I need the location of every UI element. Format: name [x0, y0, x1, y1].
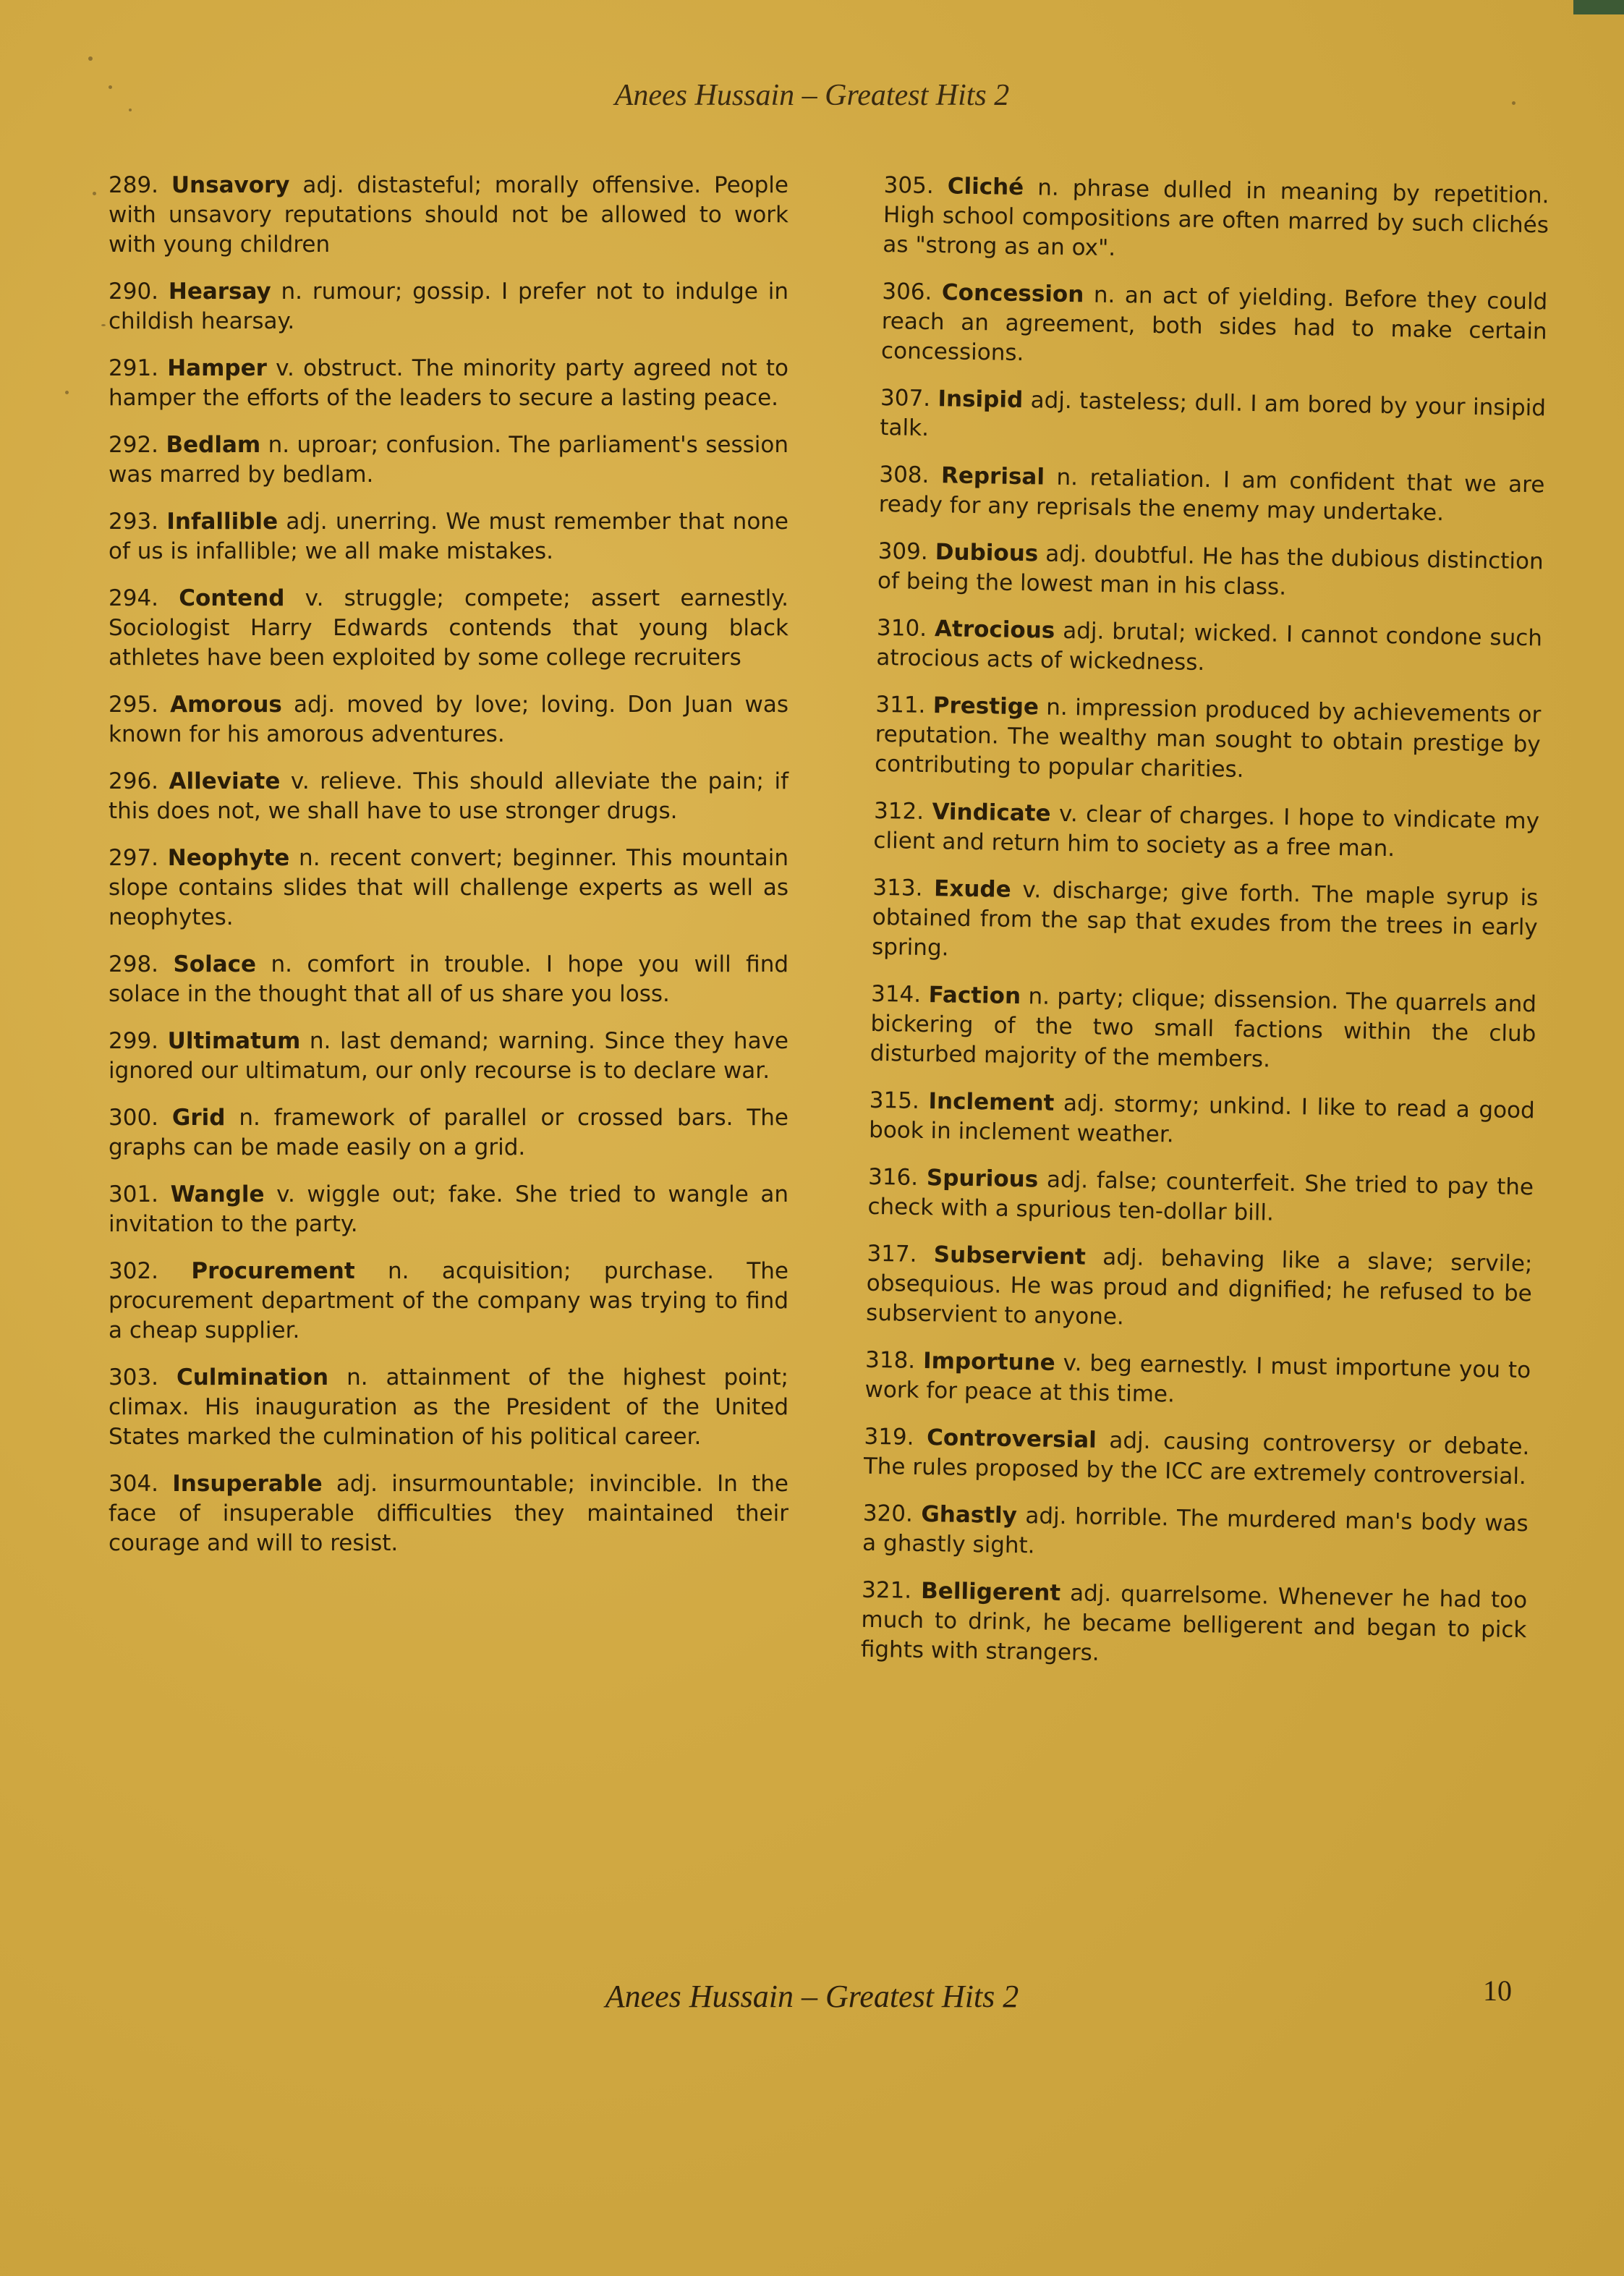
- entry-number: 297.: [109, 845, 159, 871]
- vocabulary-entry: [864, 1346, 1531, 1415]
- vocabulary-entry: [870, 980, 1537, 1079]
- right-column: [860, 171, 1549, 1692]
- vocabulary-entry: [109, 950, 788, 1009]
- entry-definition: adj. causing controversy or debate. The rules proposed by the ICC are extremely controversial.: [863, 1427, 1530, 1490]
- entry-number: 314.: [870, 980, 922, 1008]
- vocabulary-entry: [864, 1422, 1530, 1492]
- vocabulary-entry: [109, 1469, 788, 1558]
- entry-headword: Importune: [922, 1348, 1056, 1376]
- dust-speck: [65, 391, 69, 394]
- entry-number: 291.: [109, 355, 159, 381]
- entry-number: 292.: [109, 432, 159, 458]
- vocabulary-entry: [866, 1239, 1533, 1338]
- entry-number: 318.: [864, 1346, 916, 1374]
- vocabulary-entry: [877, 537, 1544, 606]
- entry-number: 311.: [875, 691, 926, 718]
- vocabulary-entry: [869, 1086, 1535, 1155]
- vocabulary-entry: [878, 460, 1544, 530]
- entry-definition: n. impression produced by achievements or reputation. The wealthy man sought to obtain prestige by contributing to popular charities.: [874, 694, 1542, 783]
- entry-number: 304.: [109, 1471, 159, 1497]
- entry-number: 302.: [109, 1258, 159, 1284]
- entry-headword: Inclement: [928, 1088, 1055, 1116]
- entry-headword: Reprisal: [940, 462, 1045, 491]
- entry-number: 315.: [869, 1087, 920, 1114]
- entry-number: 295.: [109, 692, 159, 718]
- entry-headword: Exude: [933, 875, 1011, 903]
- entry-headword: Contend: [179, 585, 285, 611]
- entry-headword: Atrocious: [934, 616, 1055, 644]
- entry-definition: n. rumour; gossip. I prefer not to indulge in childish hearsay.: [109, 279, 788, 334]
- entry-definition: v. relieve. This should alleviate the pain; if this does not, we shall have to use stronger drugs.: [109, 768, 788, 824]
- entry-headword: Insipid: [938, 386, 1024, 414]
- entry-headword: Belligerent: [920, 1578, 1061, 1607]
- entry-headword: Vindicate: [932, 799, 1051, 827]
- entry-headword: Faction: [928, 982, 1021, 1010]
- entry-number: 299.: [109, 1028, 159, 1054]
- vocabulary-entry: [875, 690, 1542, 789]
- entry-definition: adj. distasteful; morally offensive. People with unsavory reputations should not be allowed to work with young children: [109, 172, 788, 258]
- entry-headword: Unsavory: [171, 172, 290, 198]
- vocabulary-entry: [109, 1363, 788, 1452]
- entry-number: 290.: [109, 279, 159, 305]
- vocabulary-entry: [883, 171, 1549, 270]
- entry-headword: Grid: [171, 1105, 226, 1131]
- entry-number: 321.: [861, 1576, 912, 1604]
- vocabulary-entry: [861, 1576, 1528, 1675]
- entry-definition: n. comfort in trouble. I hope you will find solace in the thought that all of us share you loss.: [109, 951, 789, 1007]
- entry-definition: n. last demand; warning. Since they have ignored our ultimatum, our only recourse is to declare war.: [109, 1028, 788, 1084]
- vocabulary-entry: [109, 1027, 788, 1086]
- entry-number: 289.: [109, 172, 159, 198]
- vocabulary-entry: [109, 1257, 788, 1346]
- entry-definition: n. phrase dulled in meaning by repetition. High school compositions are often marred by such clichés as "strong as an ox".: [883, 174, 1549, 262]
- entry-headword: Amorous: [170, 692, 282, 718]
- entry-number: 320.: [862, 1500, 914, 1527]
- dust-speck: [93, 192, 96, 195]
- entry-headword: Solace: [173, 951, 257, 977]
- entry-headword: Spurious: [926, 1165, 1039, 1193]
- entry-headword: Cliché: [947, 173, 1024, 201]
- entry-definition: adj. moved by love; loving. Don Juan was known for his amorous adventures.: [109, 692, 788, 747]
- entry-number: 309.: [877, 538, 929, 566]
- vocabulary-entry: [109, 767, 788, 826]
- vocabulary-entry: [109, 1180, 788, 1239]
- entry-number: 316.: [867, 1163, 919, 1191]
- entry-number: 296.: [109, 768, 159, 794]
- vocabulary-entry: [880, 383, 1546, 453]
- entry-definition: n. party; clique; dissension. The quarrels and bickering of the two small factions within the club disturbed majority of the members.: [870, 983, 1537, 1073]
- entry-number: 303.: [109, 1364, 159, 1390]
- entry-headword: Controversial: [926, 1424, 1097, 1453]
- entry-number: 317.: [867, 1240, 917, 1267]
- entry-number: 313.: [872, 874, 923, 901]
- vocabulary-entry: [109, 1103, 788, 1163]
- entry-definition: adj. brutal; wicked. I cannot condone such atrocious acts of wickedness.: [876, 617, 1543, 676]
- entry-headword: Procurement: [191, 1258, 355, 1284]
- entry-definition: n. uproar; confusion. The parliament's session was marred by bedlam.: [109, 432, 789, 488]
- vocabulary-entry: [873, 797, 1539, 866]
- entry-headword: Infallible: [166, 509, 279, 535]
- entry-definition: v. struggle; compete; assert earnestly. Sociologist Harry Edwards contends that young black athletes have been exploited by some college recruiters: [109, 585, 789, 671]
- entry-headword: Hearsay: [168, 279, 271, 305]
- running-footer: Anees Hussain – Greatest Hits 2: [605, 1979, 1019, 2014]
- vocabulary-entry: [109, 584, 788, 673]
- vocabulary-entry: [109, 690, 788, 750]
- entry-headword: Hamper: [167, 355, 267, 381]
- vocabulary-entry: [109, 277, 788, 336]
- vocabulary-entry: [872, 873, 1539, 972]
- entry-number: 294.: [109, 585, 159, 611]
- entry-definition: v. obstruct. The minority party agreed not to hamper the efforts of the leaders to secure a lasting peace.: [109, 355, 788, 411]
- vocabulary-entry: [109, 430, 788, 490]
- dust-speck: [88, 56, 93, 61]
- entry-definition: adj. insurmountable; invincible. In the face of insuperable difficulties they maintained their courage and will to resist.: [109, 1471, 789, 1556]
- running-header: Anees Hussain – Greatest Hits 2: [614, 79, 1010, 112]
- dust-speck: [101, 324, 106, 326]
- entry-headword: Dubious: [935, 539, 1039, 567]
- vocabulary-entry: [109, 354, 788, 413]
- entry-number: 308.: [879, 461, 930, 489]
- entry-headword: Prestige: [932, 692, 1040, 721]
- page-number: 10: [1483, 1974, 1512, 2007]
- entry-definition: adj. behaving like a slave; servile; obsequious. He was proud and dignified; he refused to be subservient to anyone.: [865, 1244, 1533, 1330]
- entry-headword: Ultimatum: [167, 1028, 301, 1054]
- entry-definition: n. acquisition; purchase. The procurement department of the company was trying to find a cheap supplier.: [109, 1258, 788, 1343]
- entry-headword: Culmination: [176, 1364, 329, 1390]
- entry-number: 312.: [873, 797, 924, 825]
- entry-headword: Alleviate: [169, 768, 281, 794]
- background-edge: [1573, 0, 1624, 14]
- entry-number: 310.: [876, 614, 927, 642]
- entry-definition: n. recent convert; beginner. This mountain slope contains slides that will challenge experts as well as neophytes.: [109, 845, 788, 930]
- entry-headword: Subservient: [933, 1241, 1087, 1270]
- entry-definition: n. an act of yielding. Before they could reach an agreement, both sides had to make certain concessions.: [880, 281, 1548, 367]
- entry-headword: Neophyte: [167, 845, 290, 871]
- entry-definition: v. wiggle out; fake. She tried to wangle an invitation to the party.: [109, 1181, 788, 1237]
- vocabulary-entry: [109, 844, 788, 933]
- entry-definition: adj. tasteless; dull. I am bored by your insipid talk.: [880, 387, 1547, 442]
- entry-definition: v. clear of charges. I hope to vindicate my client and return him to society as a free man.: [873, 800, 1540, 862]
- entry-number: 298.: [109, 951, 159, 977]
- entry-headword: Bedlam: [166, 432, 261, 458]
- entry-definition: adj. unerring. We must remember that none of us is infallible; we all make mistakes.: [109, 509, 789, 564]
- vocabulary-entry: [881, 277, 1548, 376]
- vocabulary-entry: [109, 507, 788, 566]
- entry-number: 300.: [109, 1105, 159, 1131]
- vocabulary-entry: [109, 171, 788, 260]
- entry-number: 319.: [864, 1423, 914, 1451]
- entry-definition: n. framework of parallel or crossed bars. The graphs can be made easily on a grid.: [109, 1105, 788, 1160]
- entry-number: 293.: [109, 509, 159, 535]
- entry-definition: adj. horrible. The murdered man's body was a ghastly sight.: [862, 1503, 1529, 1559]
- entry-headword: Insuperable: [172, 1471, 323, 1497]
- entry-number: 305.: [883, 171, 934, 200]
- entry-definition: n. attainment of the highest point; climax. His inauguration as the President of the United States marked the culmination of his political career.: [109, 1364, 788, 1450]
- vocabulary-entry: [862, 1499, 1529, 1568]
- entry-definition: adj. false; counterfeit. She tried to pay the check with a spurious ten-dollar bill.: [867, 1166, 1534, 1226]
- vocabulary-entry: [876, 613, 1542, 683]
- entry-number: 306.: [882, 278, 932, 306]
- entry-headword: Wangle: [170, 1181, 265, 1207]
- entry-definition: adj. doubtful. He has the dubious distinction of being the lowest man in his class.: [877, 540, 1544, 600]
- left-column: [109, 171, 788, 1576]
- entry-number: 307.: [880, 384, 931, 412]
- entry-number: 301.: [109, 1181, 159, 1207]
- entry-definition: v. discharge; give forth. The maple syrup is obtained from the sap that exudes from the trees in early spring.: [871, 877, 1539, 961]
- entry-definition: n. retaliation. I am confident that we are ready for any reprisals the enemy may undertake.: [878, 464, 1545, 527]
- entry-definition: v. beg earnestly. I must importune you to work for peace at this time.: [864, 1350, 1531, 1408]
- entry-headword: Ghastly: [921, 1501, 1018, 1529]
- entry-headword: Concession: [941, 279, 1084, 308]
- vocabulary-entry: [867, 1163, 1534, 1232]
- entry-definition: adj. quarrelsome. Whenever he had too much to drink, he became belligerent and began to pick fights with strangers.: [860, 1580, 1528, 1666]
- entry-definition: adj. stormy; unkind. I like to read a good book in inclement weather.: [868, 1090, 1535, 1148]
